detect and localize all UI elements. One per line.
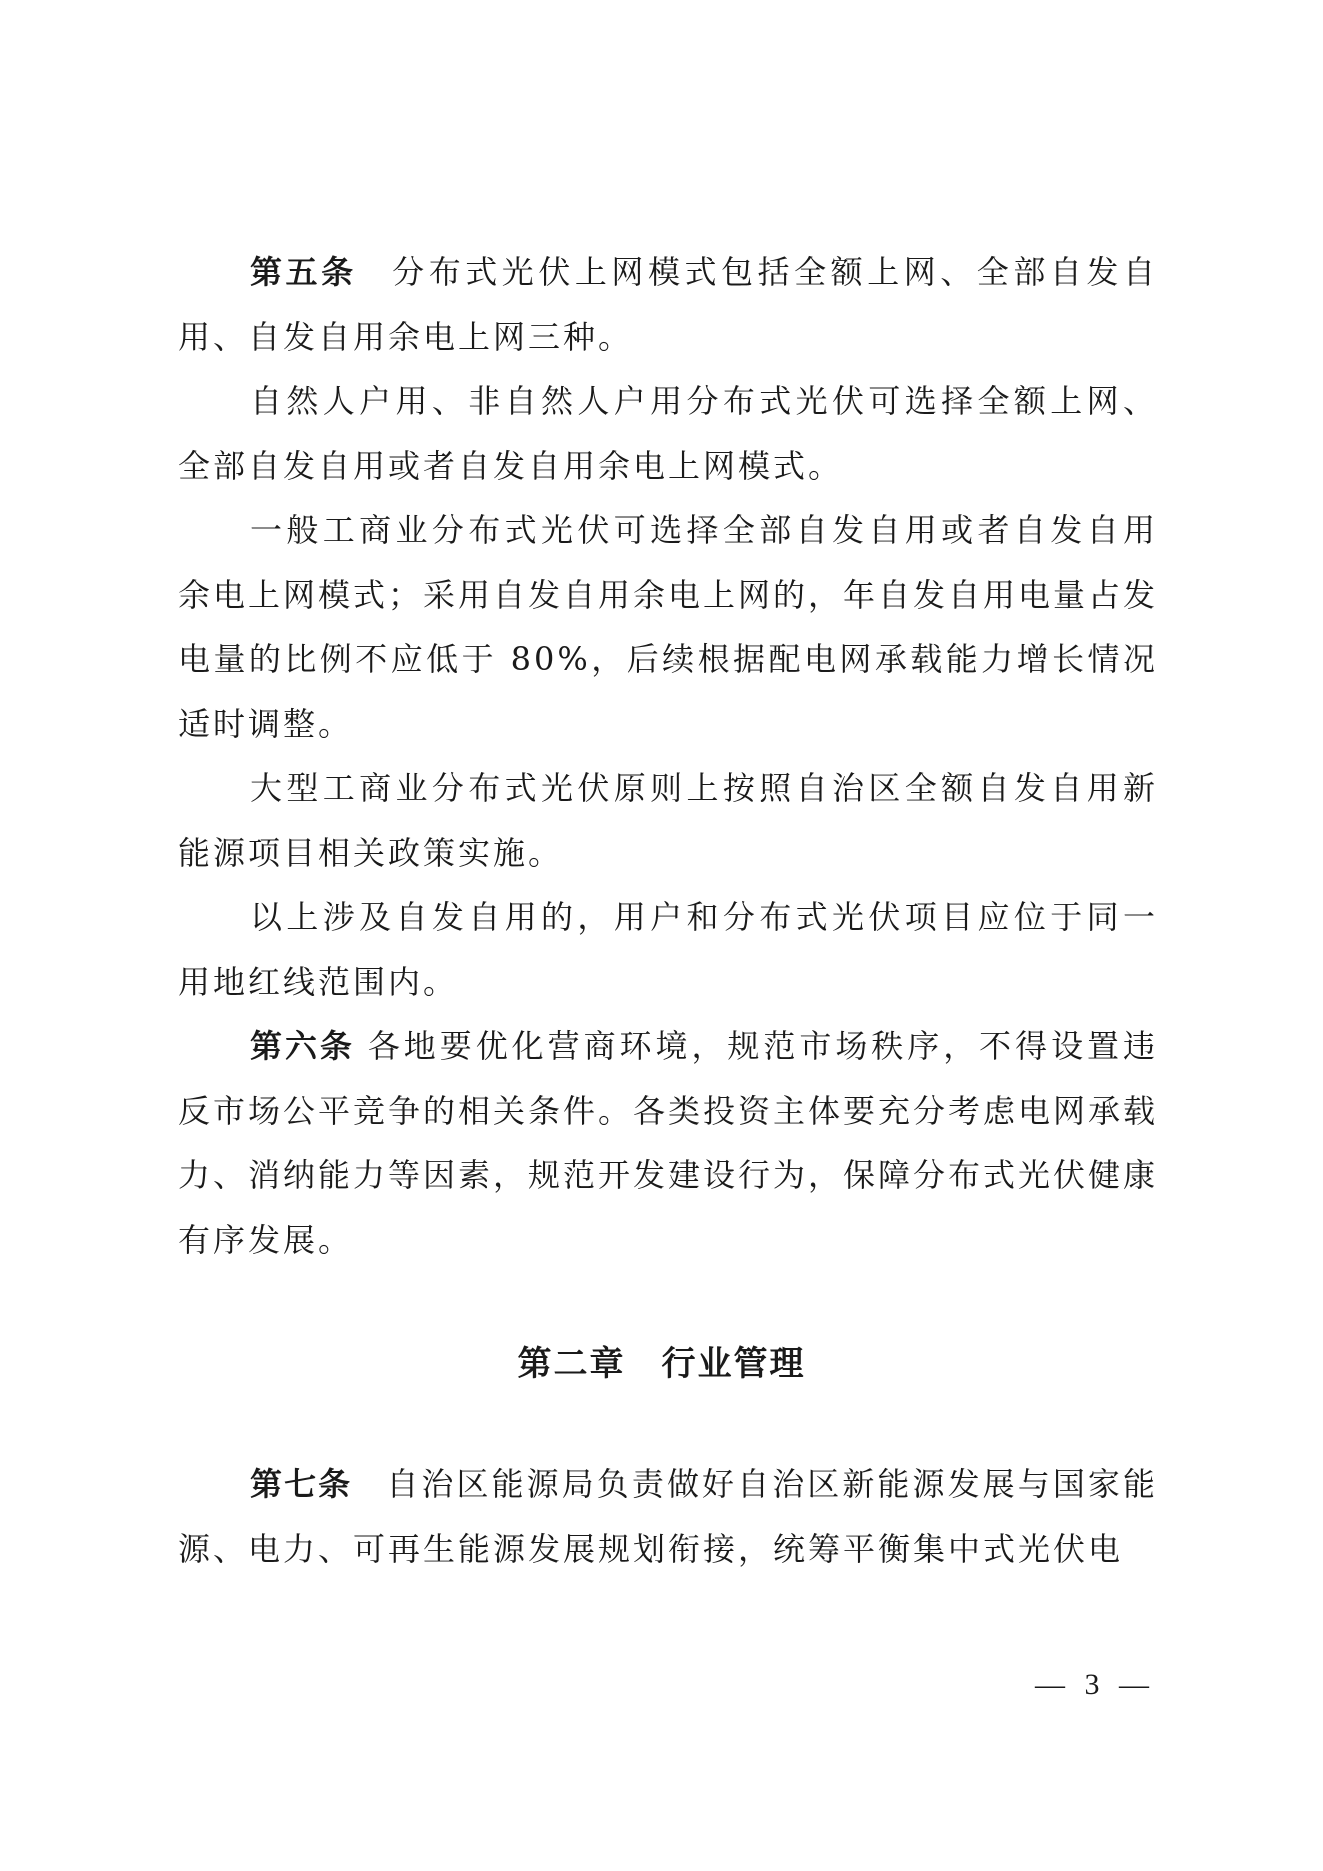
chapter-title: 行业管理 xyxy=(661,1344,806,1384)
chapter-number: 第二章 xyxy=(517,1344,626,1384)
paragraph-1: 自然人户用、非自然人户用分布式光伏可选择全额上网、全部自发自用或者自发自用余电上网模式。 xyxy=(178,382,1158,485)
article-6-label: 第六条 xyxy=(250,1027,355,1065)
paragraph-2: 一般工商业分布式光伏可选择全部自发自用或者自发自用余电上网模式；采用自发自用余电上网的，年自发自用电量占发电量的比例不应低于 80%，后续根据配电网承载能力增长情况适时调整。 xyxy=(178,511,1159,743)
article-7-label: 第七条 xyxy=(250,1465,353,1503)
article-5-label: 第五条 xyxy=(250,253,357,291)
page-number: — 3 — xyxy=(1035,1668,1155,1701)
paragraph-4: 以上涉及自发自用的，用户和分布式光伏项目应位于同一用地红线范围内。 xyxy=(178,898,1158,1001)
article-6-text: 各地要优化营商环境，规范市场秩序，不得设置违反市场公平竞争的相关条件。各类投资主体要充分考虑电网承载力、消纳能力等因素，规范开发建设行为，保障分布式光伏健康有序发展。 xyxy=(178,1027,1159,1259)
paragraph-3: 大型工商业分布式光伏原则上按照自治区全额自发自用新能源项目相关政策实施。 xyxy=(178,769,1158,872)
article-5-text: 分布式光伏上网模式包括全额上网、全部自发自用、自发自用余电上网三种。 xyxy=(178,253,1158,356)
article-7-paragraph xyxy=(178,1452,1158,1581)
article-6-paragraph xyxy=(178,1014,1158,1272)
chapter-heading xyxy=(0,1336,1323,1385)
article-7-text: 自治区能源局负责做好自治区新能源发展与国家能源、电力、可再生能源发展规划衔接，统筹平衡集中式光伏电 xyxy=(178,1465,1158,1568)
article-5-paragraph xyxy=(178,240,1158,369)
body-text-section-1 xyxy=(178,240,1158,1272)
body-text-section-2 xyxy=(178,1452,1158,1581)
